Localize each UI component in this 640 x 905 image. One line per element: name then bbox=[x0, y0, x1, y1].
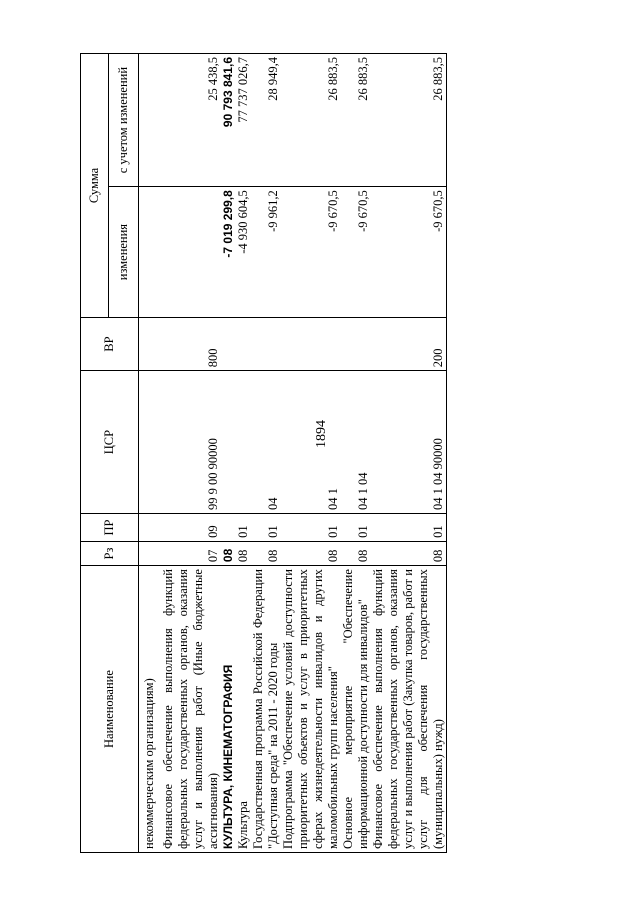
row-pr bbox=[221, 514, 236, 542]
row-total: 26 883,5 bbox=[341, 54, 371, 187]
row-changes: -4 930 604,5 bbox=[236, 187, 251, 318]
header-rz: Рз bbox=[81, 541, 139, 565]
row-changes bbox=[139, 187, 162, 318]
table-row bbox=[236, 54, 251, 853]
row-csr: 04 1 04 bbox=[341, 371, 371, 514]
row-rz: 08 bbox=[371, 541, 447, 565]
row-pr: 01 bbox=[251, 514, 281, 542]
row-rz: 08 bbox=[236, 541, 251, 565]
header-sum: Сумма bbox=[81, 54, 109, 318]
table-row bbox=[139, 54, 162, 853]
row-name: Государственная программа Российской Федерации "Доступная среда" на 2011 - 2020 годы bbox=[251, 566, 281, 853]
row-name: Финансовое обеспечение выполнения функций федеральных государственных органов, оказания услуг и выполнения работ (Иные бюджетные ассигнования) bbox=[161, 566, 221, 853]
row-changes: -9 670,5 bbox=[341, 187, 371, 318]
row-vr bbox=[221, 317, 236, 370]
row-changes bbox=[161, 187, 221, 318]
row-vr bbox=[251, 317, 281, 370]
table-row bbox=[251, 54, 281, 853]
row-vr: 800 bbox=[161, 317, 221, 370]
table-row bbox=[281, 54, 341, 853]
row-total: 26 883,5 bbox=[371, 54, 447, 187]
header-name: Наименование bbox=[81, 566, 139, 853]
row-changes: -9 961,2 bbox=[251, 187, 281, 318]
row-rz bbox=[139, 541, 162, 565]
table-row bbox=[221, 54, 236, 853]
row-name: КУЛЬТУРА, КИНЕМАТОГРАФИЯ bbox=[221, 566, 236, 853]
row-pr bbox=[139, 514, 162, 542]
row-csr: 04 1 bbox=[281, 371, 341, 514]
row-csr: 04 bbox=[251, 371, 281, 514]
row-name: некоммерческим организациям) bbox=[139, 566, 162, 853]
page-number: 1894 bbox=[314, 420, 329, 448]
row-vr: 200 bbox=[371, 317, 447, 370]
table-row bbox=[371, 54, 447, 853]
row-pr: 01 bbox=[371, 514, 447, 542]
header-changes: изменения bbox=[109, 187, 139, 318]
row-csr bbox=[221, 371, 236, 514]
row-csr bbox=[236, 371, 251, 514]
row-total: 26 883,5 bbox=[281, 54, 341, 187]
row-pr: 01 bbox=[341, 514, 371, 542]
budget-table bbox=[80, 53, 447, 853]
header-csr: ЦСР bbox=[81, 371, 139, 514]
row-rz: 08 bbox=[281, 541, 341, 565]
row-total: 25 438,5 bbox=[161, 54, 221, 187]
header-with-changes: с учетом изменений bbox=[109, 54, 139, 187]
header-pr: ПР bbox=[81, 514, 139, 542]
row-csr: 99 9 00 90000 bbox=[161, 371, 221, 514]
header-vr: ВР bbox=[81, 317, 139, 370]
row-vr bbox=[281, 317, 341, 370]
row-vr bbox=[341, 317, 371, 370]
row-pr: 09 bbox=[161, 514, 221, 542]
row-csr: 04 1 04 90000 bbox=[371, 371, 447, 514]
row-name: Основное мероприятие "Обеспечение информационной доступности для инвалидов" bbox=[341, 566, 371, 853]
rotated-table-wrapper bbox=[80, 53, 560, 853]
row-rz: 08 bbox=[251, 541, 281, 565]
row-name: Финансовое обеспечение выполнения функций федеральных государственных органов, оказания услуг и выполнения работ (Закупка товаров, работ и услуг для обеспечения государственных (муниципальных) нужд) bbox=[371, 566, 447, 853]
row-pr: 01 bbox=[236, 514, 251, 542]
row-pr: 01 bbox=[281, 514, 341, 542]
row-total: 77 737 026,7 bbox=[236, 54, 251, 187]
row-total: 90 793 841,6 bbox=[221, 54, 236, 187]
row-vr bbox=[139, 317, 162, 370]
table-row bbox=[341, 54, 371, 853]
row-rz: 08 bbox=[221, 541, 236, 565]
row-rz: 08 bbox=[341, 541, 371, 565]
table-row bbox=[161, 54, 221, 853]
row-changes: -7 019 299,8 bbox=[221, 187, 236, 318]
row-csr bbox=[139, 371, 162, 514]
row-total bbox=[139, 54, 162, 187]
row-rz: 07 bbox=[161, 541, 221, 565]
row-total: 28 949,4 bbox=[251, 54, 281, 187]
row-name: Культура bbox=[236, 566, 251, 853]
row-changes: -9 670,5 bbox=[281, 187, 341, 318]
row-name: Подпрограмма "Обеспечение условий доступности приоритетных объектов и услуг в приоритетных сферах жизнедеятельности инвалидов и других маломобильных групп населения" bbox=[281, 566, 341, 853]
row-changes: -9 670,5 bbox=[371, 187, 447, 318]
row-vr bbox=[236, 317, 251, 370]
